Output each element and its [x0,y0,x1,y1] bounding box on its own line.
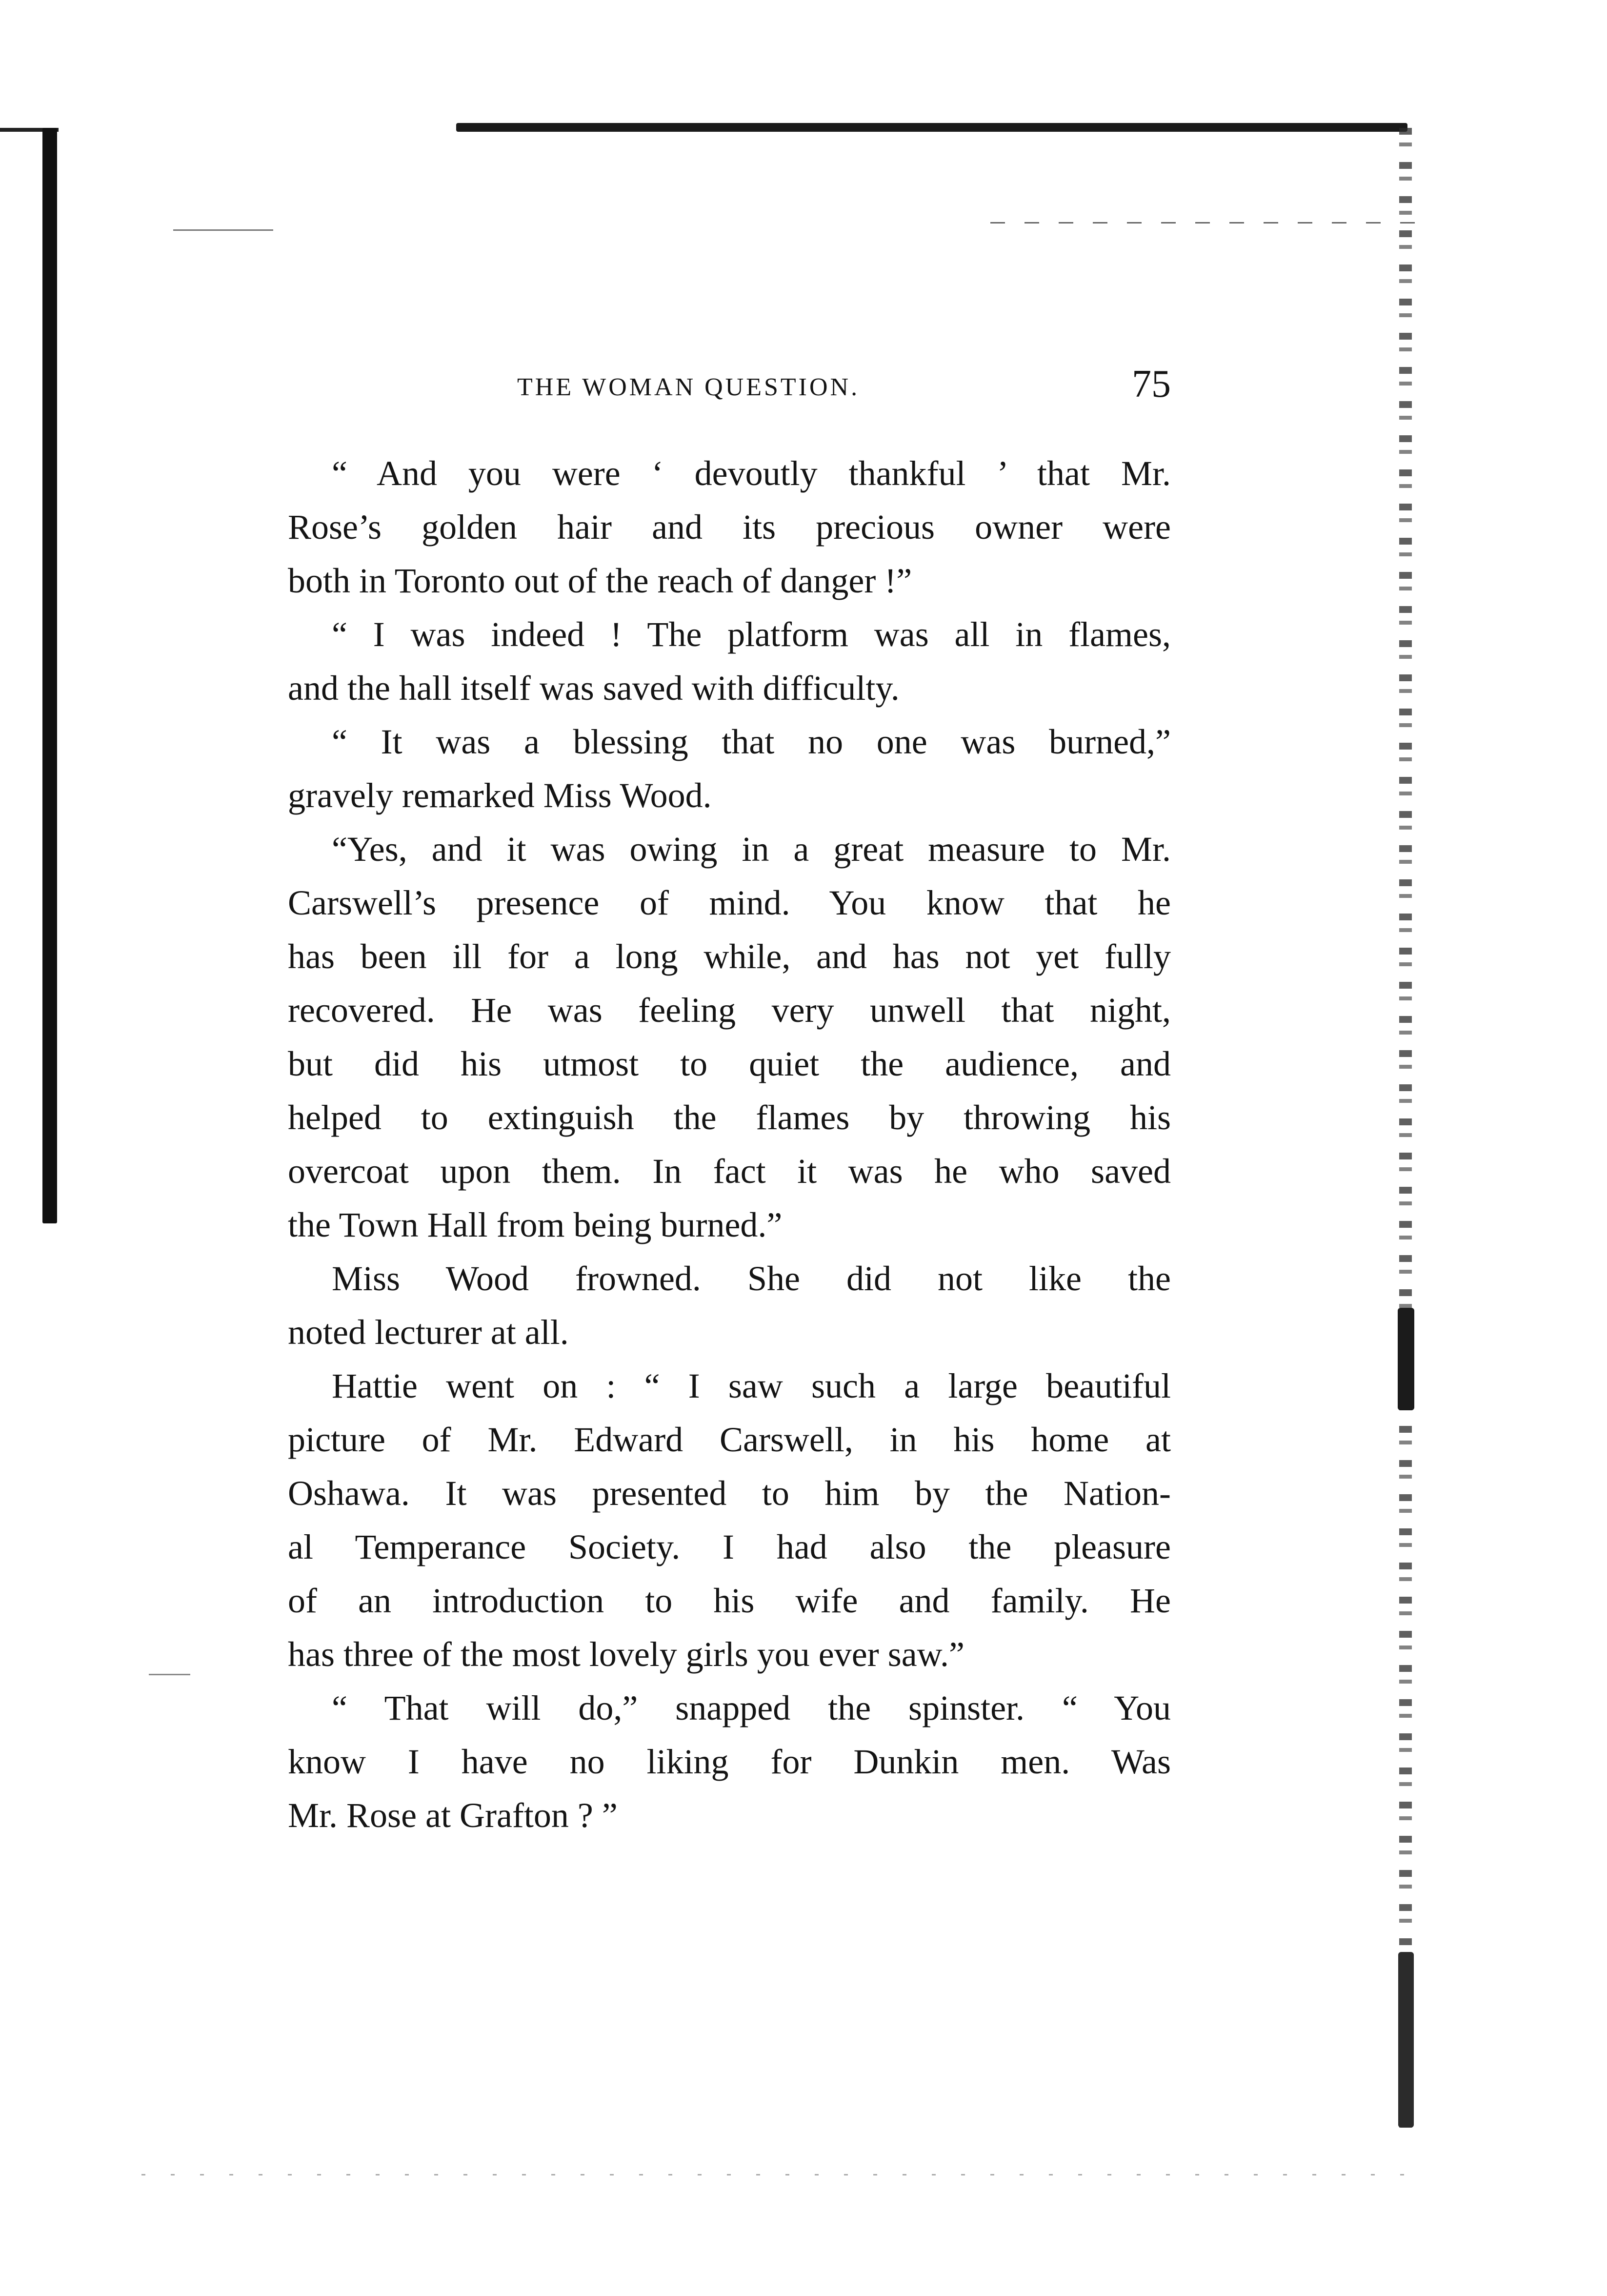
running-title: THE WOMAN QUESTION. [517,373,860,401]
text-line: Rose’s golden hair and its precious owner were [288,508,1171,547]
text-line: “Yes, and it was owing in a great measure to Mr. [332,830,1171,869]
text-line: the Town Hall from being burned.” [288,1205,783,1244]
scan-top-rule [456,123,1407,132]
text-line: “ That will do,” snapped the spinster. “ You [332,1688,1171,1727]
scan-binding-shadow [42,128,57,1223]
text-line: has three of the most lovely girls you ever saw.” [288,1635,964,1674]
text-line: know I have no liking for Dunkin men. Was [288,1742,1171,1781]
text-line: both in Toronto out of the reach of danger !” [288,561,912,600]
scan-dash-mark [173,229,273,231]
text-line: overcoat upon them. In fact it was he who saved [288,1152,1171,1191]
text-line: has been ill for a long while, and has not yet fully [288,937,1171,976]
scan-ink-blot [1398,1952,1414,2128]
text-line: Miss Wood frowned. She did not like the [332,1259,1171,1298]
scan-ink-blot [1398,1308,1414,1410]
text-line: recovered. He was feeling very unwell that night, [288,991,1171,1030]
text-line: helped to extinguish the flames by throwing his [288,1098,1171,1137]
text-line: Mr. Rose at Grafton ? ” [288,1796,618,1835]
scan-dash-mark [149,1674,190,1675]
scan-bottom-dots [141,2174,1410,2175]
text-line: al Temperance Society. I had also the pleasure [288,1527,1171,1566]
text-line: “ And you were ‘ devoutly thankful ’ that Mr. [332,454,1171,493]
text-line: “ It was a blessing that no one was burned,” [332,722,1171,761]
text-line: noted lecturer at all. [288,1313,569,1352]
body-text [288,447,1171,1842]
text-line: of an introduction to his wife and family. He [288,1581,1171,1620]
text-line: but did his utmost to quiet the audience, and [288,1044,1171,1083]
text-line: Oshawa. It was presented to him by the Nation- [288,1474,1171,1513]
text-line: Hattie went on : “ I saw such a large beautiful [332,1366,1171,1405]
text-line: and the hall itself was saved with difficulty. [288,669,900,708]
scan-dashed-rule [990,222,1429,224]
text-line: “ I was indeed ! The platform was all in flames, [332,615,1171,654]
text-line: gravely remarked Miss Wood. [288,776,712,815]
scan-right-edge-noise [1399,128,1412,2138]
page-number: 75 [1132,363,1171,406]
text-line: picture of Mr. Edward Carswell, in his home at [288,1420,1171,1459]
page-header [288,362,1171,411]
text-line: Carswell’s presence of mind. You know that he [288,883,1171,922]
